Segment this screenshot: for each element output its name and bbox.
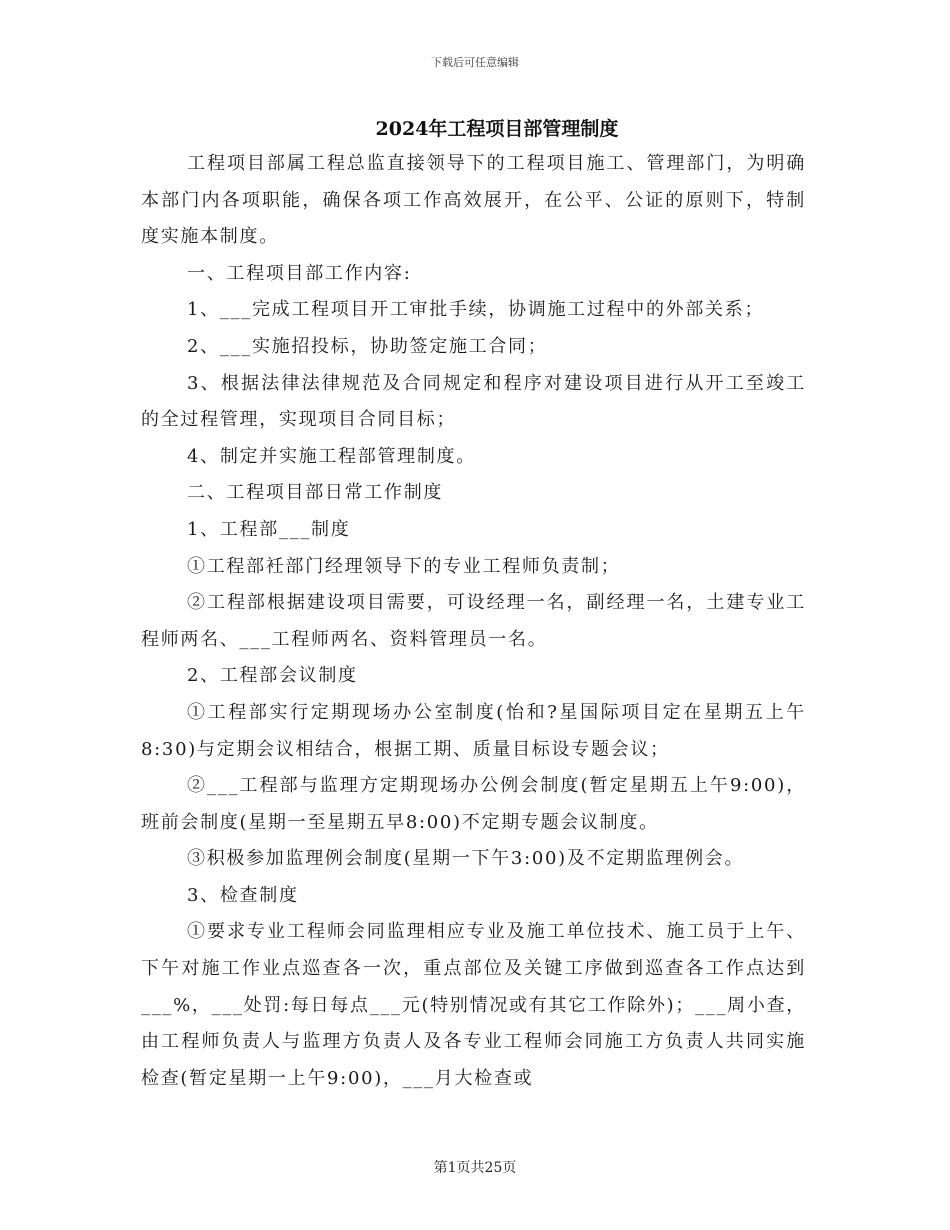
list-item: 2、___实施招投标，协助签定施工合同； <box>187 335 548 357</box>
section-heading-work-content: 一、工程项目部工作内容: <box>187 262 412 284</box>
subsection-heading: 3、检查制度 <box>187 884 299 906</box>
document-title: 2024年工程项目部管理制度 <box>375 118 619 140</box>
list-item: ③积极参加监理例会制度(星期一下午3:00)及不定期监理例会。 <box>187 848 745 870</box>
subsection-heading: 1、工程部___制度 <box>187 518 351 540</box>
paragraph-intro: 工程项目部属工程总监直接领导下的工程项目施工、管理部门，为明确本部门内各项职能，确保各项工作高效展开，在公平、公证的原则下，特制度实施本制度。 <box>141 153 806 248</box>
list-item: 1、___完成工程项目开工审批手续，协调施工过程中的外部关系； <box>187 299 765 321</box>
page-number: 第1页共25页 <box>433 1160 517 1176</box>
list-item: 3、根据法律法律规范及合同规定和程序对建设项目进行从开工至竣工的全过程管理，实现项目合同目标； <box>141 372 806 431</box>
document-body <box>141 146 806 1097</box>
list-item: ①要求专业工程师会同监理相应专业及施工单位技术、施工员于上午、下午对施工作业点巡查各一次，重点部位及关键工序做到巡查各工作点达到___%，___处罚:每日每点___元(特别情况或有其它工作除外)；___周小查，由工程师负责人与监理方负责人及各专业工程师会同施工方负责人共同实施检查(暂定星期一上午9:00)，___月大检查或 <box>141 921 806 1089</box>
list-item: 4、制定并实施工程部管理制度。 <box>187 445 476 467</box>
header-note: 下载后可任意编辑 <box>431 56 519 69</box>
list-item: ①工程部衽部门经理领导下的专业工程师负责制； <box>187 555 621 577</box>
subsection-heading: 2、工程部会议制度 <box>187 665 358 687</box>
section-heading-daily-rules: 二、工程项目部日常工作制度 <box>187 482 444 504</box>
list-item: ②工程部根据建设项目需要，可设经理一名，副经理一名，土建专业工程师两名、___工程师两名、资料管理员一名。 <box>141 592 806 650</box>
list-item: ②___工程部与监理方定期现场办公例会制度(暂定星期五上午9:00)，班前会制度(星期一至星期五早8:00)不定期专题会议制度。 <box>141 775 806 833</box>
list-item: ①工程部实行定期现场办公室制度(怡和?星国际项目定在星期五上午8:30)与定期会议相结合，根据工期、质量目标设专题会议； <box>141 701 806 760</box>
